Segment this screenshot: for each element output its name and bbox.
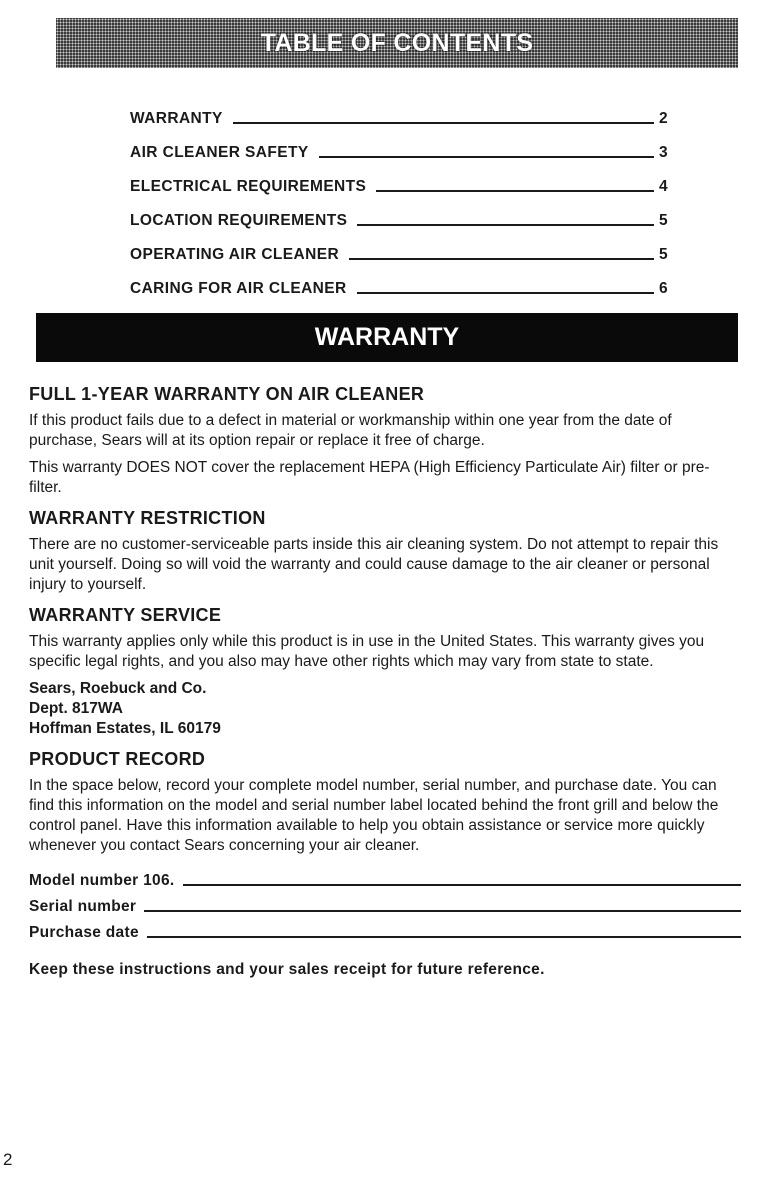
- warranty-banner-title: WARRANTY: [314, 323, 460, 351]
- toc-leader-line: [357, 224, 654, 226]
- field-label: Serial number: [29, 898, 137, 915]
- field-label: Purchase date: [29, 924, 139, 941]
- full-warranty-heading: FULL 1-YEAR WARRANTY ON AIR CLEANER: [29, 384, 425, 404]
- toc-page: 3: [658, 144, 668, 161]
- sears-address: [29, 679, 741, 739]
- warranty-restriction-heading: WARRANTY RESTRICTION: [29, 508, 266, 528]
- address-line: Hoffman Estates, IL 60179: [29, 720, 221, 737]
- toc-label: LOCATION REQUIREMENTS: [130, 212, 348, 229]
- toc-item-electrical-requirements[interactable]: [130, 162, 668, 196]
- toc-item-air-cleaner-safety[interactable]: [130, 128, 668, 162]
- field-line: [144, 910, 741, 912]
- address-line: Sears, Roebuck and Co.: [29, 680, 207, 697]
- toc-label: OPERATING AIR CLEANER: [130, 246, 340, 263]
- model-number-field[interactable]: [29, 864, 741, 890]
- warranty-service-heading: WARRANTY SERVICE: [29, 605, 222, 625]
- toc-page: 2: [658, 110, 668, 127]
- product-record-fields: [29, 864, 741, 942]
- product-record-paragraph: In the space below, record your complete model number, serial number, and purchase date. You can find this information on the model and serial number label located behind the front grill and below the control panel. Have this information available to help you obtain assistance or service more quickly whenever you contact Sears concerning your air cleaner.: [29, 777, 719, 854]
- toc-label: CARING FOR AIR CLEANER: [130, 280, 347, 297]
- table-of-contents: [130, 94, 668, 298]
- toc-item-caring-for-air-cleaner[interactable]: [130, 264, 668, 298]
- warranty-restriction-paragraph: There are no customer-serviceable parts inside this air cleaning system. Do not attempt to repair this unit yourself. Doing so will void the warranty and could cause damage to the air cleaner or personal injury to yourself.: [29, 536, 719, 593]
- toc-title: TABLE OF CONTENTS: [260, 28, 534, 57]
- toc-leader-line: [376, 190, 654, 192]
- toc-page: 5: [658, 212, 668, 229]
- address-line: Dept. 817WA: [29, 700, 123, 717]
- serial-number-field[interactable]: [29, 890, 741, 916]
- field-label: Model number 106.: [29, 872, 175, 889]
- warranty-banner: [36, 313, 738, 362]
- toc-page: 5: [658, 246, 668, 263]
- product-record-heading: PRODUCT RECORD: [29, 749, 206, 769]
- toc-label: ELECTRICAL REQUIREMENTS: [130, 178, 367, 195]
- toc-label: AIR CLEANER SAFETY: [130, 144, 309, 161]
- toc-page: 6: [658, 280, 668, 297]
- toc-item-warranty[interactable]: [130, 94, 668, 128]
- warranty-service-paragraph: This warranty applies only while this product is in use in the United States. This warranty gives you specific legal rights, and you also may have other rights which may vary from state to state.: [29, 633, 705, 670]
- table-of-contents-banner: [56, 18, 738, 68]
- toc-leader-line: [357, 292, 654, 294]
- toc-label: WARRANTY: [130, 110, 223, 127]
- field-line: [147, 936, 741, 938]
- toc-item-operating-air-cleaner[interactable]: [130, 230, 668, 264]
- toc-leader-line: [233, 122, 654, 124]
- toc-page: 4: [658, 178, 668, 195]
- page-number: 2: [3, 1150, 13, 1169]
- toc-leader-line: [319, 156, 654, 158]
- keep-instructions-note: Keep these instructions and your sales receipt for future reference.: [29, 961, 545, 978]
- purchase-date-field[interactable]: [29, 916, 741, 942]
- toc-leader-line: [349, 258, 654, 260]
- field-line: [183, 884, 742, 886]
- toc-item-location-requirements[interactable]: [130, 196, 668, 230]
- full-warranty-paragraph-1: If this product fails due to a defect in material or workmanship within one year from the date of purchase, Sears will at its option repair or replace it free of charge.: [29, 412, 672, 449]
- warranty-content: [29, 384, 741, 980]
- full-warranty-paragraph-2: This warranty DOES NOT cover the replacement HEPA (High Efficiency Particulate Air) filter or pre-filter.: [29, 459, 710, 496]
